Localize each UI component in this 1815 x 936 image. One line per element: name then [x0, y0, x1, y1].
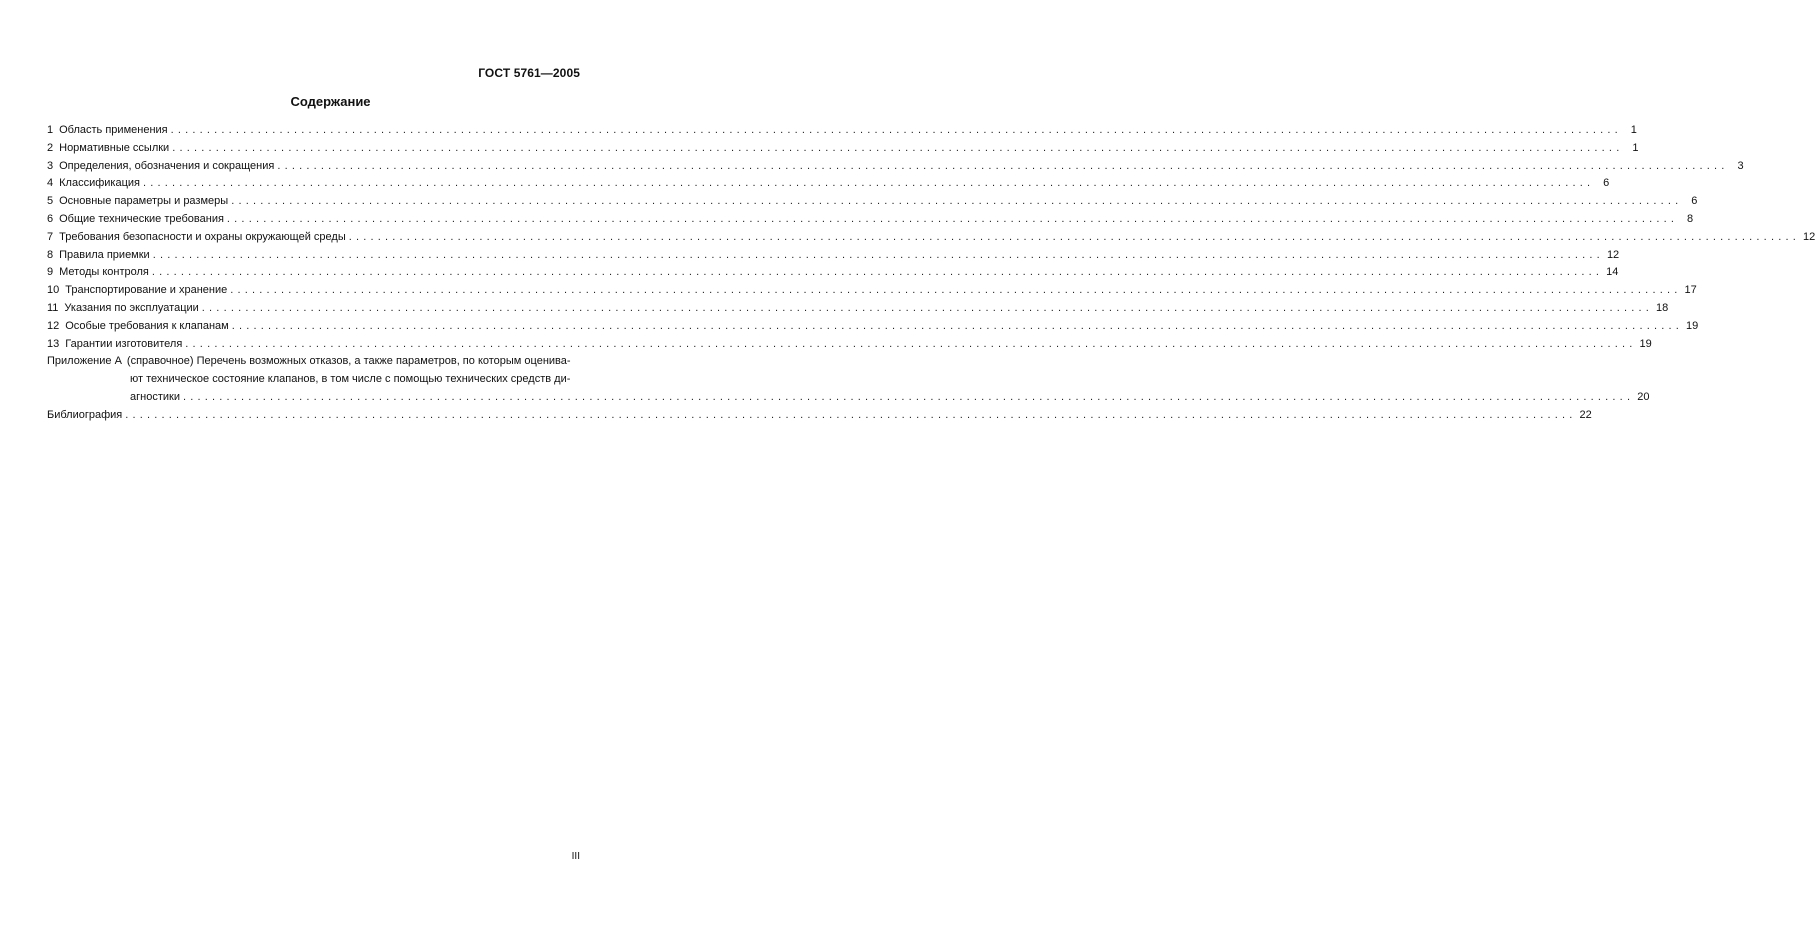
toc-entry-page: 17 — [1684, 284, 1697, 297]
annex-label: Приложение А — [47, 355, 122, 368]
toc-entry-title: Нормативные ссылки — [59, 141, 170, 154]
toc-entry-page: 18 — [1656, 301, 1669, 314]
toc-entry-number: 7 — [47, 230, 54, 243]
toc-entry[interactable] — [47, 336, 1652, 354]
toc-entry-title: Требования безопасности и охраны окружающей среды — [59, 230, 346, 243]
dot-leader: ........................................................................................................................................................................................................ — [125, 408, 1577, 421]
toc-entry[interactable] — [47, 211, 1694, 229]
dot-leader: ........................................................................................................................................................................................................ — [231, 319, 1683, 332]
dot-leader: ........................................................................................................................................................................................................ — [152, 248, 1604, 261]
toc-entry-number: 10 — [47, 284, 60, 297]
dot-leader: ........................................................................................................................................................................................................ — [277, 159, 1729, 172]
toc-entry-number: 3 — [47, 159, 54, 172]
toc-entry-title: Методы контроля — [59, 266, 149, 279]
toc-entry-page: 6 — [1603, 177, 1610, 190]
dot-leader: ........................................................................................................................................................................................................ — [201, 301, 1654, 314]
toc-entry[interactable] — [47, 264, 1619, 282]
page-number: III — [571, 851, 580, 862]
toc-entry[interactable] — [47, 158, 1744, 176]
toc-entry-number: 13 — [47, 337, 60, 350]
document-code: ГОСТ 5761—2005 — [478, 66, 580, 80]
toc-entry-title: Общие технические требования — [59, 212, 224, 225]
toc-entry-page: 19 — [1685, 319, 1699, 332]
toc-entry-number: 9 — [47, 266, 54, 279]
toc-entry-page: 1 — [1630, 124, 1637, 136]
toc-title: Содержание — [290, 94, 371, 109]
dot-leader: ........................................................................................................................................................................................................ — [170, 124, 1622, 136]
toc-entry-title: Гарантии изготовителя — [65, 337, 183, 350]
dot-leader: ........................................................................................................................................................................................................ — [348, 230, 1800, 243]
toc-entry[interactable] — [47, 282, 1697, 300]
annex-title-line1: (справочное) Перечень возможных отказов, а также параметров, по которым оценива- — [126, 355, 571, 368]
toc-entry-title: Указания по эксплуатации — [64, 301, 199, 314]
toc-entry-number: 6 — [47, 212, 54, 225]
toc-entry-page: 6 — [1691, 195, 1698, 208]
toc-entry-number: 12 — [47, 319, 60, 332]
toc-entry[interactable] — [47, 140, 1639, 158]
toc-entry-title: Основные параметры и размеры — [59, 195, 229, 208]
toc-entry-page: 12 — [1606, 248, 1620, 261]
dot-leader: ........................................................................................................................................................................................................ — [231, 195, 1683, 208]
toc-entry[interactable] — [47, 300, 1669, 318]
toc-entry[interactable] — [47, 318, 1699, 336]
toc-entry-title: Библиография — [47, 408, 123, 421]
dot-leader: ........................................................................................................................................................................................................ — [185, 337, 1637, 350]
toc-entry[interactable] — [47, 247, 1620, 265]
toc-entry-annex[interactable] — [47, 353, 1650, 406]
toc-entry-page: 12 — [1802, 230, 1815, 243]
toc-entry-bibliography[interactable] — [47, 407, 1592, 425]
table-of-contents — [47, 122, 1815, 425]
annex-title-line3: агностики — [130, 390, 180, 403]
toc-entry[interactable] — [47, 229, 1815, 247]
toc-entry-title: Транспортирование и хранение — [65, 284, 228, 297]
toc-entry-number: 4 — [47, 177, 54, 190]
toc-entry-title: Особые требования к клапанам — [65, 319, 229, 332]
toc-entry-number: 8 — [47, 248, 54, 261]
annex-title-line2: ют техническое состояние клапанов, в том числе с помощью технических средств ди- — [130, 373, 571, 386]
toc-entry-page: 19 — [1639, 337, 1652, 350]
toc-entry-title: Область применения — [59, 124, 168, 136]
toc-entry-page: 3 — [1737, 159, 1744, 172]
toc-entry-title: Определения, обозначения и сокращения — [59, 159, 275, 172]
dot-leader: ........................................................................................................................................................................................................ — [226, 212, 1679, 225]
toc-entry-page: 22 — [1579, 408, 1592, 421]
toc-entry-number: 5 — [47, 195, 54, 208]
toc-entry-number: 2 — [47, 141, 54, 154]
toc-entry[interactable] — [47, 193, 1698, 211]
dot-leader: ........................................................................................................................................................................................................ — [172, 141, 1624, 154]
toc-entry-page: 20 — [1637, 390, 1650, 403]
toc-entry[interactable] — [47, 122, 1637, 140]
toc-entry-number: 11 — [47, 301, 59, 314]
dot-leader: ........................................................................................................................................................................................................ — [182, 390, 1635, 403]
toc-entry-title: Правила приемки — [59, 248, 150, 261]
toc-entry-number: 1 — [47, 124, 54, 136]
toc-entry[interactable] — [47, 175, 1610, 193]
toc-entry-page: 8 — [1687, 212, 1694, 225]
toc-entry-page: 14 — [1606, 266, 1619, 279]
dot-leader: ........................................................................................................................................................................................................ — [230, 284, 1682, 297]
dot-leader: ........................................................................................................................................................................................................ — [151, 266, 1604, 279]
toc-entry-page: 1 — [1632, 141, 1639, 154]
dot-leader: ........................................................................................................................................................................................................ — [142, 177, 1595, 190]
toc-entry-title: Классификация — [59, 177, 140, 190]
